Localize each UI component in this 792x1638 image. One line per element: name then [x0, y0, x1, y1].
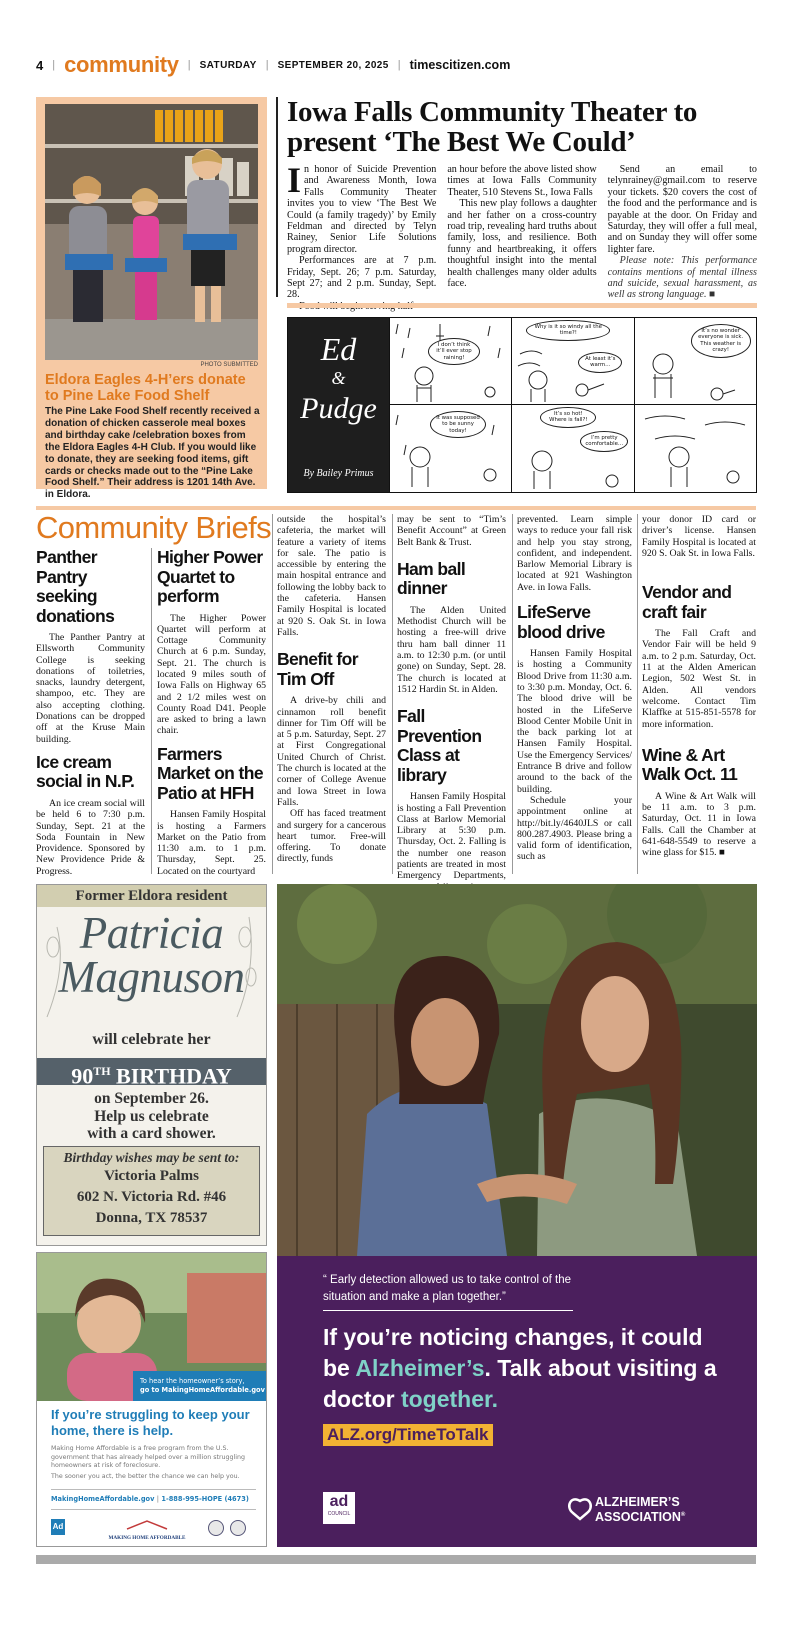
- briefs-col-1: Panther Pantry seeking donations The Panther Pantry at Ellsworth Community College is seeking donations of toiletries, snacks, laundry detergent, shampoo, etc. They are also accepting clothing. Donations can be dropped off at the Kruse Main building. Ice cream social in N.P. An ice cream social will be held 6 to 7:30 p.m. Sunday, Sept. 21 at the Soda Fountain in New Providence. Sponsored by New Providence Pride & Progress.: [36, 547, 145, 877]
- photo-credit: PHOTO SUBMITTED: [200, 362, 258, 368]
- page-header: 4 | community | SATURDAY | SEPTEMBER 20, 2025 | timescitizen.com: [36, 52, 511, 77]
- briefs-title: Community Briefs: [36, 510, 272, 545]
- story-rule: [276, 97, 278, 297]
- alzheimers-ad: [277, 884, 757, 1547]
- brief-headline: Panther Pantry seeking donations: [36, 547, 115, 626]
- food-shelf-photo: [45, 104, 258, 360]
- drop-cap: I: [287, 160, 302, 200]
- alz-headline: If you’re noticing changes, it could be Alzheimer’s. Talk about visiting a doctor together.: [323, 1324, 717, 1412]
- photo-story-body: The Pine Lake Food Shelf recently received a donation of chicken casserole meal boxes and birthday cake /celebration boxes from the Eldora Eagles 4-H Club. If you would like to donate, they are seeking food items, gift cards or checks made out to the “Pine Lake Food Shelf.” Their address is 1201 14th Ave. in Eldora.: [45, 406, 260, 501]
- mother-daughter-photo: [277, 884, 757, 1256]
- mha-site-link[interactable]: MakingHomeAffordable.gov: [51, 1495, 155, 1503]
- theater-col-3: Send an email to telynrainey@gmail.com to reserve your tickets. $20 covers the cost of the food and the performance and is payable at the door. On Friday and Saturday, they will offer a full meal, and on Sunday they will offer some lighter fare. Please note: This performance contains mentions of mental illness and suicide, sexual harassment, as well as strong language. ■: [607, 164, 757, 301]
- birthday-banner: 90TH BIRTHDAY: [37, 1058, 266, 1085]
- theater-body: [287, 160, 757, 312]
- mha-phone: 1-888-995-HOPE (4673): [161, 1495, 249, 1503]
- comic-panel-5: It’s so hot! Where is fall?! I’m pretty comfortable…: [511, 405, 633, 492]
- comic-strip: [287, 317, 757, 493]
- theater-col-2: an hour before the above listed show times at Iowa Falls Community Theater, 510 Stevens St., Iowa Falls This new play follows a daughter and her father on a cross-country road trip, revealing hard truths about family, loss, and resilience. Both funny and heartbreaking, it offers thoughtful insight into the mental health challenges many older adults face.: [447, 164, 597, 290]
- photo-story-headline: Eldora Eagles 4-H’ers donate to Pine Lake Food Shelf: [45, 372, 246, 404]
- comic-panel-2: Why is it so windy all the time?! At least it’s warm…: [511, 318, 633, 405]
- header-site[interactable]: timescitizen.com: [409, 58, 511, 72]
- section-title: community: [64, 52, 179, 77]
- briefs-col-2: Higher Power Quartet to perform The Higher Power Quartet will perform at Cottage Community Church at 6 p.m. Sunday, Sept. 21. The church is located 9 miles south of Iowa Falls on Highway 65 and 2 1/2 miles west on County Road D41. People are asked to bring a lawn chair. Farmers Market on the Patio at HFH Hansen Family Hospital is hosting a Farmers Market on the Patio from 11:30 a.m. to 1 p.m. Thursday, Sept. 25. Located on the courtyard: [157, 547, 266, 877]
- brief-headline: Ice cream social in N.P.: [36, 751, 135, 792]
- comic-panel-1: [389, 318, 511, 405]
- briefs-col-4: may be sent to “Tim’s Benefit Account” at Green Belt Bank & Trust. Ham ball dinner The Alden United Methodist Church will be hosting a free-will drive thru ham ball dinner 11 a.m. to 12:30 p.m. (or until gone) on Sunday, Sept. 28. The church is located at 1512 Hardin St. in Alden. Fall Prevention Class at library Hansen Family Hospital is hosting a Fall Prevention Class at Barlow Memorial Library at 5:30 p.m. Thursday, Oct. 2. Falling is the number one reason patients are treated in most Emergency Departments,: [397, 514, 506, 882]
- header-date: SEPTEMBER 20, 2025: [277, 59, 389, 71]
- comic-panel-6: [634, 405, 756, 492]
- mha-logo: MAKING HOME AFFORDABLE: [107, 1517, 187, 1541]
- honoree-name: Patricia Magnuson: [58, 908, 245, 1002]
- briefs-col-5: prevented. Learn simple ways to reduce your fall risk and help you stay strong, confident, and independent. Barlow Memorial Library is located at 921 Washington Ave. in Iowa Falls. LifeServe blood drive Hansen Family Hospital is hosting a Community Blood Drive from 11:30 a.m. to 3:30 p.m. Monday, Oct. 6. The blood drive will be hosted in the LifeServe Blood Center Mobile Unit in the back parking lot at Hansen Family Hospital. Use the Emergency Services/ Entrance B drive and follow around to the back of the building. Schedule your appointment online at http://bit.ly/4640JLS or call 800.287.4903. Please bring a valid form of identification, such as: [517, 514, 632, 863]
- page-number: 4: [36, 57, 44, 73]
- briefs-col-6: your donor ID card or driver’s license. Hansen Family Hospital is located at 920 S. Oak St. in Iowa Falls. Vendor and craft fair The Fall Craft and Vendor Fair will be held 9 a.m. to 2 p.m. Saturday, Oct. 11 at the Alden American Legion, 502 West St. in Alden. All vendors welcome. Contact Tim Klaffke at 515-851-5578 for more information. Wine & Art Walk Oct. 11 A Wine & Art Walk will be 11 a.m. to 3 p.m. Saturday, Oct. 11 in Iowa Falls. Call the Chamber at 641-648-5549 to reserve a wine glass for $15. ■: [642, 514, 756, 859]
- comic-bubble: I don’t think it’ll ever stop raining!: [428, 338, 480, 365]
- alz-quote: “ Early detection allowed us to take control of the situation and make a plan together.”: [323, 1272, 573, 1311]
- alzheimers-association-logo: ALZHEIMER’S ASSOCIATION®: [595, 1495, 686, 1525]
- theater-col-1: I n honor of Suicide Prevention and Awareness Month, Iowa Falls Community Theater invites you to view ‘The Best We Could (a family tragedy)’ by Emily Feldman and directed by Telyn Rainey, Senior Life Solutions program director. Performances are at 7 p.m. Friday, Sept. 26; 7 p.m. Saturday, Sept 27; and 2 p.m. Sunday, Sept. 28.: [287, 160, 437, 301]
- making-home-affordable-ad: To hear the homeowner’s story, go to MakingHomeAffordable.gov If you’re struggling to keep your home, there is help. Making Home Affordable is a free program from the U.S. government that has already helped over a million struggling homeowners at risk of foreclosure. The sooner you act, the better the chance we can help you. MakingHomeAffordable.gov | 1-888-995-HOPE (4673) Ad MAKING HOME AFFORDABLE: [36, 1252, 267, 1547]
- government-seals-icon: [207, 1519, 253, 1537]
- birthday-former: Former Eldora resident: [37, 885, 266, 907]
- theater-headline: Iowa Falls Community Theater to present ‘The Best We Could’: [287, 96, 698, 158]
- alzheimers-association-logo-icon: [567, 1497, 593, 1521]
- birthday-ad: Former Eldora resident Patricia Magnuson will celebrate her 90TH BIRTHDAY on September 26. Help us celebrate with a card shower. Birthday wishes may be sent to: Victoria Palms 602 N. Victoria Rd. #46 Donna, TX 78537: [36, 884, 267, 1246]
- comic-title-panel: Ed & Pudge By Bailey Primus: [288, 318, 389, 492]
- header-day: SATURDAY: [199, 59, 257, 71]
- divider-bar: [287, 303, 757, 308]
- alz-url[interactable]: ALZ.org/TimeToTalk: [323, 1424, 493, 1446]
- briefs-col-3: outside the hospital’s cafeteria, the market will feature a variety of items for sale. The patio is accessible by entering the main hospital entrance and following the lobby back to the cafeteria. Hansen Family Hospital is located at 920 S. Oak St. in Iowa Falls. Benefit for Tim Off A drive-by chili and cinnamon roll benefit dinner for Tim Off will be at 5 p.m. Saturday, Sept. 27 at First Congregational United Church of Christ. The church is located at the corner of College Avenue and Iowa Street in Iowa Falls. Off has faced treatment and surgery for a cancerous heart tumor. Free-will offering. To donate directly, funds: [277, 514, 386, 865]
- comic-panels: [389, 318, 756, 492]
- footer-bar: [36, 1555, 756, 1564]
- comic-panel-3: It’s no wonder everyone is sick. This weather is crazy!: [634, 318, 756, 405]
- story-overlay[interactable]: To hear the homeowner’s story, go to MakingHomeAffordable.gov: [133, 1371, 267, 1401]
- mha-headline: If you’re struggling to keep your home, there is help.: [51, 1407, 250, 1438]
- ad-council-logo: Ad: [51, 1519, 65, 1535]
- comic-panel-4: It was supposed to be sunny today!: [389, 405, 511, 492]
- content-warning: Please note: This performance contains mentions of mental illness and suicide, sexual harassment, as well as strong language. ■: [607, 255, 757, 301]
- ad-council-logo: ad COUNCIL: [323, 1492, 355, 1524]
- mailing-address-box: Birthday wishes may be sent to: Victoria Palms 602 N. Victoria Rd. #46 Donna, TX 78537: [43, 1146, 260, 1236]
